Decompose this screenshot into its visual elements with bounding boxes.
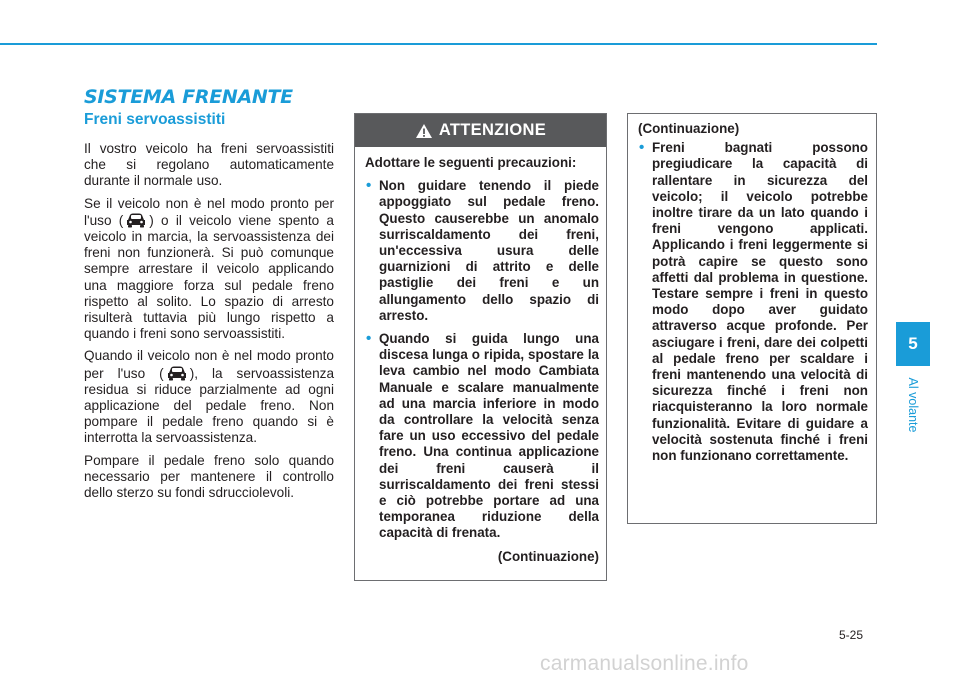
- page-number: 5-25: [839, 628, 864, 642]
- top-rule: [0, 43, 877, 45]
- warning-bullet: • Quando si guida lungo una discesa lunga o ripida, spostare la leva cambio nel modo Cambiata Manuale e scalare manualmente ad una marcia inferiore in modo da controllare la velocità senza fare un uso eccessivo del pedale freno. Una continua applicazione dei freni causerà il surriscaldamento dei freni stessi e ciò potrebbe portare ad una temporanea riduzione della capacità di frenata.: [365, 331, 599, 542]
- main-column: [84, 111, 334, 501]
- warning-box: [354, 113, 607, 581]
- warning-bullet: • Non guidare tenendo il piede appoggiato sul pedale freno. Questo causerebbe un anomalo surriscaldamento dei freni, un'eccessiva usura delle guarnizioni di attrito e delle pastiglie dei freni e un allungamento dello spazio di arresto.: [365, 178, 599, 324]
- warning-triangle-icon: [415, 123, 433, 139]
- chapter-tab: 5: [896, 322, 930, 366]
- car-icon: [166, 365, 188, 381]
- car-icon: [125, 212, 147, 228]
- chapter-label: Al volante: [906, 377, 920, 433]
- warning-body: [355, 147, 606, 565]
- continuation-bullet: • Freni bagnati possono pregiudicare la capacità di rallentare in sicurezza del veicolo; il veicolo potrebbe inoltre tirare da un lato quando i freni vengono applicati. Applicando i freni leggermente si potrà capire se questo sono affetti dal problema in questione. Testare sempre i freni in questo modo dopo aver guidato attraverso acque profonde. Per asciugare i freni, dare dei colpetti al pedale freno per scaldare i freni mantenendo una velocità di sicurezza finché i freni non riacquisteranno la loro normale funzionalità. Evitare di guidare a velocità sostenuta finché i freni non funzionano correttamente.: [638, 140, 868, 464]
- subtitle: Freni servoassistiti: [84, 111, 226, 128]
- paragraph-1: Il vostro veicolo ha freni servoassistiti che si regolano automaticamente durante il normale uso.: [84, 141, 334, 189]
- paragraph-3: Quando il veicolo non è nel modo pronto per l'uso ( ), la servoassistenza residua si riduce parzialmente ad ogni applicazione del pedale freno. Non pompare il pedale freno quando si è interrotta la servoassistenza.: [84, 348, 335, 446]
- watermark: carmanualsonline.info: [540, 652, 749, 675]
- warning-intro: Adottare le seguenti precauzioni:: [365, 155, 577, 170]
- continuation-box: [627, 113, 877, 524]
- section-title: SISTEMA FRENANTE: [84, 86, 293, 108]
- warning-title: ATTENZIONE: [438, 121, 547, 139]
- continuation-heading: (Continuazione): [638, 121, 740, 136]
- continued-label: (Continuazione): [497, 548, 599, 564]
- paragraph-2: Se il veicolo non è nel modo pronto per l'uso ( ) o il veicolo viene spento a veicolo in marcia, la servoassistenza dei freni non funzionerà. Si può comunque sempre arrestare il veicolo applicando una maggiore forza sul pedale freno rispetto al solito. Lo spazio di arresto risulterà tuttavia più lungo rispetto a quando i freni sono servoassistiti.: [84, 195, 334, 342]
- warning-header: [355, 114, 606, 147]
- paragraph-4: Pompare il pedale freno solo quando necessario per mantenere il controllo dello sterzo su fondi sdrucciolevoli.: [84, 452, 334, 501]
